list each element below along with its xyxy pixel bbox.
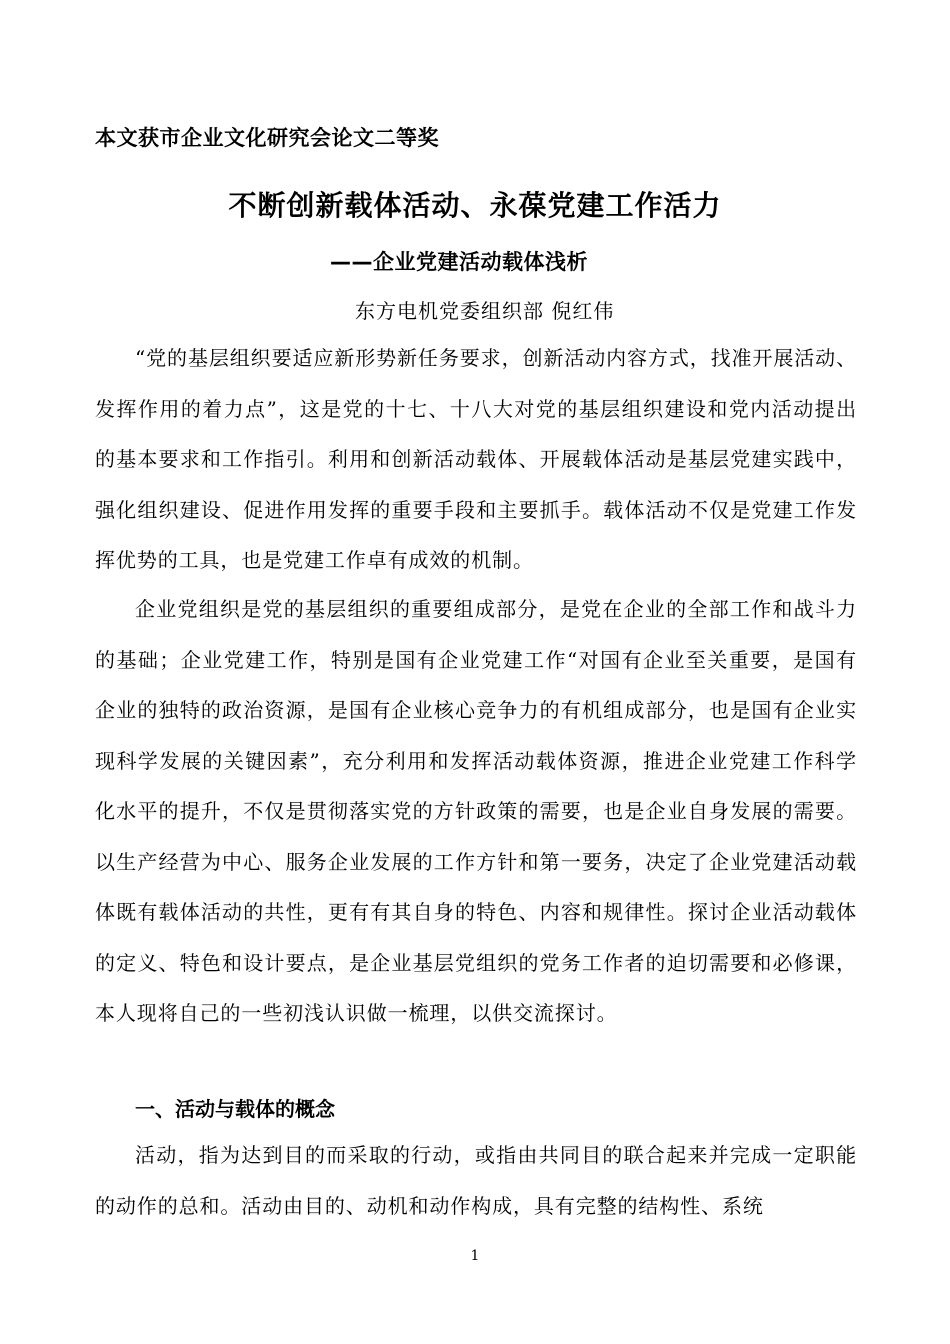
section-paragraph: 活动，指为达到目的而采取的行动，或指由共同目的联合起来并完成一定职能的动作的总和。活动由目的、动机和动作构成，具有完整的结构性、系统 [95,1143,857,1218]
paragraph-intro: “党的基层组织要适应新形势新任务要求，创新活动内容方式，找准开展活动、发挥作用的着力点”，这是党的十七、十八大对党的基层组织建设和党内活动提出的基本要求和工作指引。利用和创新活动载体、开展载体活动是基层党建实践中，强化组织建设、促进作用发挥的重要手段和主要抓手。载体活动不仅是党建工作发挥优势的工具，也是党建工作卓有成效的机制。 [95,346,857,572]
page-number: 1 [470,1248,480,1264]
section-heading: 一、活动与载体的概念 [135,1097,335,1121]
author-line: 东方电机党委组织部 倪红伟 [355,299,615,323]
document-subtitle: ——企业党建活动载体浅析 [330,250,588,274]
paragraph-enterprise: 企业党组织是党的基层组织的重要组成部分，是党在企业的全部工作和战斗力的基础；企业党建工作，特别是国有企业党建工作“对国有企业至关重要，是国有企业的独特的政治资源，是国有企业核心竞争力的有机组成部分，也是国有企业实现科学发展的关键因素”，充分利用和发挥活动载体资源，推进企业党建工作科学化水平的提升，不仅是贯彻落实党的方针政策的需要，也是企业自身发展的需要。以生产经营为中心、服务企业发展的工作方针和第一要务，决定了企业党建活动载体既有载体活动的共性，更有有其自身的特色、内容和规律性。探讨企业活动载体的定义、特色和设计要点，是企业基层党组织的党务工作者的迫切需要和必修课，本人现将自己的一些初浅认识做一梳理，以供交流探讨。 [95,597,857,1025]
document-title: 不断创新载体活动、永葆党建工作活力 [228,189,722,222]
award-note: 本文获市企业文化研究会论文二等奖 [95,126,439,150]
